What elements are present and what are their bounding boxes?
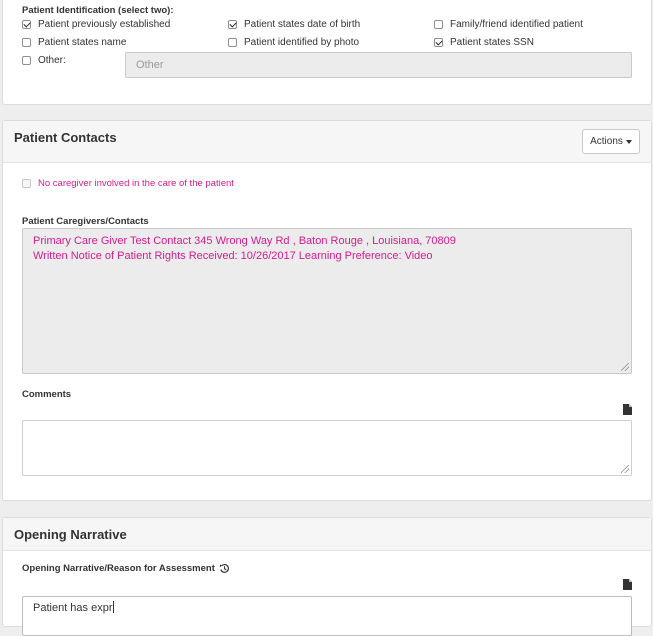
checkbox-patient-states-dob[interactable] — [228, 19, 360, 30]
checkbox-label: Family/friend identified patient — [450, 19, 583, 30]
other-input-placeholder: Other — [136, 59, 164, 71]
other-input[interactable] — [125, 52, 632, 78]
checkbox-label: Patient identified by photo — [244, 37, 360, 48]
narrative-value — [33, 601, 114, 614]
actions-button[interactable] — [582, 129, 640, 154]
text-cursor — [113, 601, 114, 613]
comments-textarea[interactable] — [22, 420, 632, 476]
resize-handle[interactable] — [621, 465, 629, 473]
caregiver-line: Primary Care Giver Test Contact 345 Wrong Way Rd , Baton Rouge , Louisiana, 70809 — [33, 235, 456, 247]
resize-handle[interactable] — [621, 363, 629, 371]
checkbox-box[interactable] — [22, 38, 31, 47]
narrative-field-label-row — [22, 563, 230, 574]
checkbox-box[interactable] — [228, 20, 237, 29]
checkbox-family-friend-identified[interactable] — [434, 19, 583, 30]
caregivers-label: Patient Caregivers/Contacts — [22, 216, 149, 227]
checkbox-patient-states-ssn[interactable] — [434, 37, 534, 48]
history-icon[interactable] — [219, 563, 230, 574]
document-icon[interactable] — [623, 579, 632, 590]
actions-button-label: Actions — [590, 136, 623, 147]
document-icon[interactable] — [623, 404, 632, 415]
checkbox-other[interactable] — [22, 55, 66, 66]
checkbox-box[interactable] — [22, 56, 31, 65]
patient-identification-heading: Patient Identification (select two): — [22, 5, 174, 16]
narrative-text: Patient has expr — [33, 602, 113, 614]
checkbox-label: No caregiver involved in the care of the patient — [38, 178, 234, 189]
caregiver-line: Written Notice of Patient Rights Received: 10/26/2017 Learning Preference: Video — [33, 250, 433, 262]
checkbox-label: Other: — [38, 55, 66, 66]
patient-contacts-title: Patient Contacts — [14, 130, 117, 145]
opening-narrative-title: Opening Narrative — [14, 527, 127, 542]
caret-down-icon — [626, 140, 632, 144]
comments-label: Comments — [22, 389, 72, 400]
checkbox-label: Patient states SSN — [450, 37, 534, 48]
checkbox-box[interactable] — [434, 20, 443, 29]
caregivers-textarea[interactable] — [22, 228, 632, 374]
checkbox-box[interactable] — [434, 38, 443, 47]
checkbox-label: Patient states date of birth — [244, 19, 361, 30]
checkbox-no-caregiver[interactable] — [22, 178, 234, 189]
checkbox-box[interactable] — [228, 38, 237, 47]
checkbox-box[interactable] — [22, 179, 31, 188]
checkbox-patient-previously-established[interactable] — [22, 19, 170, 30]
narrative-textarea[interactable] — [22, 596, 632, 636]
narrative-field-label: Opening Narrative/Reason for Assessment — [22, 563, 215, 574]
checkbox-label: Patient previously established — [38, 19, 171, 30]
checkbox-box[interactable] — [22, 20, 31, 29]
checkbox-patient-states-name[interactable] — [22, 37, 126, 48]
checkbox-label: Patient states name — [38, 37, 127, 48]
checkbox-patient-identified-by-photo[interactable] — [228, 37, 359, 48]
